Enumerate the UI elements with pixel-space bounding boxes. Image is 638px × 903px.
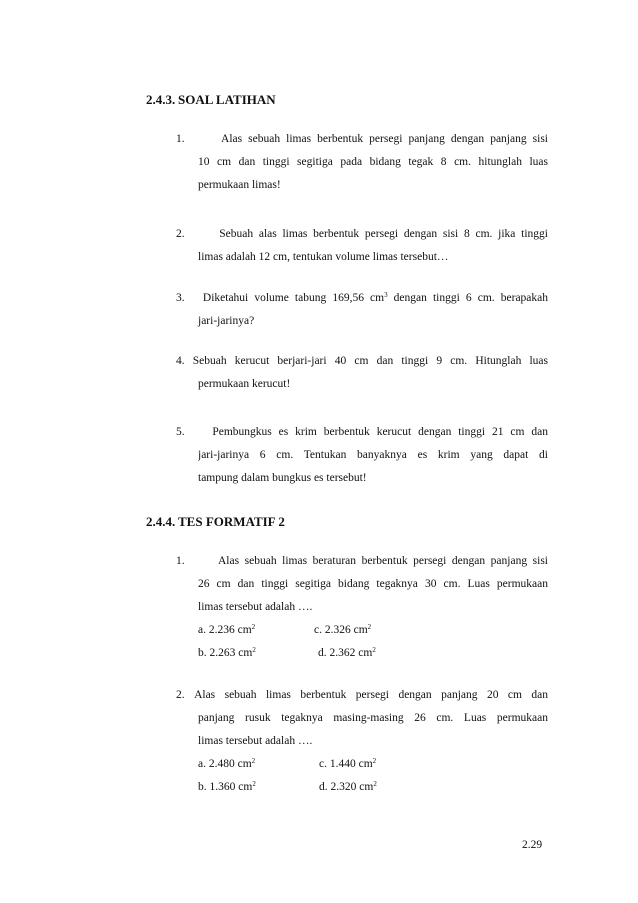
section-number: 2.4.3.: [146, 92, 176, 107]
option-label: d. 2.362 cm: [318, 647, 373, 659]
test-number: 2.: [176, 689, 185, 701]
option-label: c. 2.326 cm: [314, 624, 368, 636]
exercise-item-4: [176, 350, 548, 396]
exercise-line: [176, 421, 548, 444]
exercise-number: 4.: [176, 355, 185, 367]
page-number: 2.29: [522, 839, 543, 851]
answer-option-a: [198, 758, 255, 770]
test-item-2: [176, 684, 548, 799]
superscript: 2: [372, 757, 377, 765]
superscript: 2: [373, 780, 377, 788]
exercise-line: jari-jarinya?: [198, 315, 255, 327]
exercise-line: [176, 223, 548, 246]
option-label: b. 2.263 cm: [198, 647, 253, 659]
option-label: d. 2.320 cm: [319, 781, 374, 793]
exercise-line: jari-jarinya 6 cm. Tentukan banyaknya es krim yang dapat di: [198, 449, 548, 461]
answer-options-row: [198, 642, 548, 665]
test-item-1: [176, 550, 548, 665]
section-title: TES FORMATIF 2: [178, 514, 285, 529]
exercise-line: permukaan kerucut!: [198, 378, 291, 390]
test-number: 1.: [176, 555, 185, 567]
exercise-line: permukaan limas!: [198, 179, 281, 191]
exercise-item-2: [176, 223, 548, 269]
exercise-line: tampung dalam bungkus es tersebut!: [198, 472, 367, 484]
superscript: 2: [252, 646, 256, 654]
answer-options-row: [198, 619, 548, 642]
superscript: 2: [372, 646, 376, 654]
exercise-text-continued: dengan tinggi 6 cm. berapakah: [387, 292, 548, 304]
option-label: a. 2.480 cm: [198, 758, 252, 770]
superscript: 2: [251, 623, 256, 631]
exercise-number: 1.: [176, 133, 185, 145]
answer-option-a: [198, 624, 255, 636]
section-title: SOAL LATIHAN: [178, 92, 276, 107]
answer-option-b: [198, 781, 256, 793]
answer-option-d: [318, 642, 376, 665]
option-label: c. 1.440 cm: [319, 758, 373, 770]
test-line: panjang rusuk tegaknya masing-masing 26 cm. Luas permukaan: [198, 712, 548, 724]
exercise-line: 10 cm dan tinggi segitiga pada bidang tegak 8 cm. hitunglah luas: [198, 156, 548, 168]
test-text: Alas sebuah limas beraturan berbentuk persegi dengan panjang sisi: [218, 555, 548, 567]
exercise-text: Sebuah kerucut berjari-jari 40 cm dan tinggi 9 cm. Hitunglah luas: [192, 355, 548, 367]
exercise-text: Diketahui volume tabung 169,56 cm: [202, 292, 385, 304]
answer-option-d: [319, 776, 377, 799]
exercise-line: [176, 350, 548, 373]
superscript: 2: [251, 757, 256, 765]
superscript: 2: [252, 780, 256, 788]
exercise-item-5: [176, 421, 548, 490]
test-line: limas tersebut adalah ….: [198, 601, 313, 613]
exercise-item-3: [176, 287, 548, 333]
section-heading-tes-formatif: [146, 514, 285, 530]
superscript: 3: [384, 291, 388, 299]
section-heading-soal-latihan: [146, 92, 276, 108]
test-line: 26 cm dan tinggi segitiga bidang tegaknya 30 cm. Luas permukaan: [198, 578, 548, 590]
section-number: 2.4.4.: [146, 514, 176, 529]
option-label: b. 1.360 cm: [198, 781, 253, 793]
exercise-text: Alas sebuah limas berbentuk persegi panjang dengan panjang sisi: [221, 133, 548, 145]
exercise-item-1: [176, 128, 548, 197]
exercise-line: [176, 287, 548, 310]
test-line: [176, 684, 548, 707]
answer-option-c: [319, 753, 376, 776]
exercise-line: [176, 128, 548, 151]
test-text: Alas sebuah limas berbentuk persegi dengan panjang 20 cm dan: [194, 689, 548, 701]
answer-options-row: [198, 776, 548, 799]
exercise-number: 3.: [176, 292, 185, 304]
exercise-text: Sebuah alas limas berbentuk persegi dengan sisi 8 cm. jika tinggi: [219, 228, 548, 240]
superscript: 2: [367, 623, 372, 631]
test-line: limas tersebut adalah ….: [198, 735, 313, 747]
answer-options-row: [198, 753, 548, 776]
exercise-text: Pembungkus es krim berbentuk kerucut dengan tinggi 21 cm dan: [212, 426, 548, 438]
exercise-number: 5.: [176, 426, 185, 438]
test-line: [176, 550, 548, 573]
answer-option-b: [198, 647, 256, 659]
exercise-number: 2.: [176, 228, 185, 240]
option-label: a. 2.236 cm: [198, 624, 252, 636]
exercise-line: limas adalah 12 cm, tentukan volume limas tersebut…: [198, 251, 449, 263]
answer-option-c: [314, 619, 371, 642]
